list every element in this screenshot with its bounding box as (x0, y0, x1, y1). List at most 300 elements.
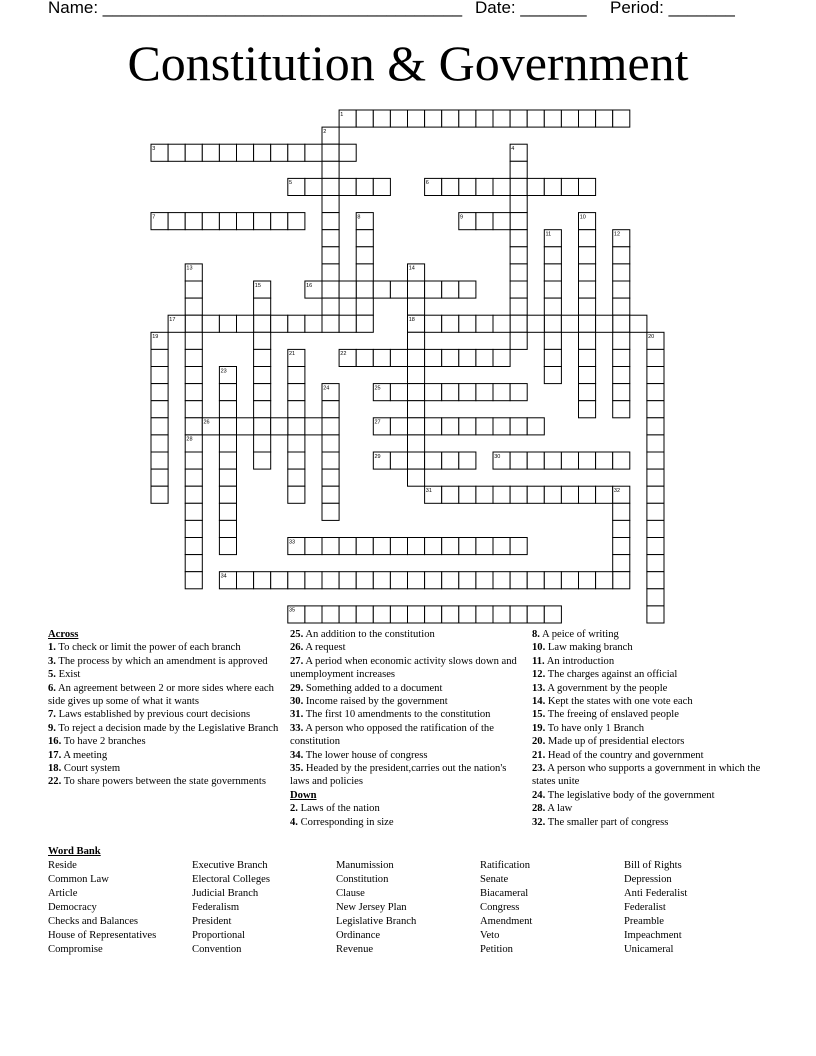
grid-cell[interactable] (356, 538, 373, 555)
grid-cell[interactable] (202, 315, 219, 332)
grid-cell[interactable] (442, 384, 459, 401)
grid-cell[interactable] (647, 503, 664, 520)
grid-cell[interactable] (613, 520, 630, 537)
grid-cell[interactable] (493, 384, 510, 401)
grid-cell[interactable] (647, 555, 664, 572)
grid-cell[interactable] (544, 572, 561, 589)
grid-cell[interactable] (356, 349, 373, 366)
grid-cell[interactable] (647, 589, 664, 606)
grid-cell[interactable] (493, 178, 510, 195)
grid-cell[interactable] (373, 110, 390, 127)
grid-cell[interactable] (579, 110, 596, 127)
grid-cell[interactable] (185, 469, 202, 486)
grid-cell[interactable] (442, 452, 459, 469)
grid-cell[interactable] (561, 110, 578, 127)
grid-cell[interactable] (219, 418, 236, 435)
grid-cell[interactable] (459, 452, 476, 469)
grid-cell[interactable] (561, 452, 578, 469)
grid-cell[interactable] (219, 486, 236, 503)
grid-cell[interactable] (322, 538, 339, 555)
grid-cell[interactable] (237, 315, 254, 332)
grid-cell[interactable] (613, 555, 630, 572)
grid-cell[interactable] (647, 520, 664, 537)
grid-cell[interactable] (493, 110, 510, 127)
grid-cell[interactable] (579, 264, 596, 281)
grid-cell[interactable] (459, 606, 476, 623)
grid-cell[interactable] (185, 384, 202, 401)
grid-cell[interactable] (544, 247, 561, 264)
grid-cell[interactable] (322, 247, 339, 264)
grid-cell[interactable] (510, 110, 527, 127)
grid-cell[interactable] (647, 538, 664, 555)
grid-cell[interactable] (390, 606, 407, 623)
grid-cell[interactable] (527, 178, 544, 195)
grid-cell[interactable] (561, 572, 578, 589)
grid-cell[interactable] (544, 367, 561, 384)
grid-cell[interactable] (237, 144, 254, 161)
grid-cell[interactable] (613, 264, 630, 281)
grid-cell[interactable] (373, 281, 390, 298)
grid-cell[interactable] (254, 298, 271, 315)
grid-cell[interactable] (322, 606, 339, 623)
grid-cell[interactable] (647, 418, 664, 435)
grid-cell[interactable] (613, 315, 630, 332)
grid-cell[interactable] (579, 349, 596, 366)
grid-cell[interactable] (254, 572, 271, 589)
grid-cell[interactable] (408, 469, 425, 486)
grid-cell[interactable] (613, 503, 630, 520)
grid-cell[interactable] (544, 264, 561, 281)
grid-cell[interactable] (510, 606, 527, 623)
grid-cell[interactable] (168, 144, 185, 161)
grid-cell[interactable] (305, 418, 322, 435)
grid-cell[interactable] (425, 315, 442, 332)
grid-cell[interactable] (510, 315, 527, 332)
grid-cell[interactable] (322, 401, 339, 418)
grid-cell[interactable] (271, 572, 288, 589)
grid-cell[interactable] (527, 572, 544, 589)
grid-cell[interactable] (510, 178, 527, 195)
grid-cell[interactable] (459, 572, 476, 589)
grid-cell[interactable] (390, 538, 407, 555)
grid-cell[interactable] (510, 452, 527, 469)
grid-cell[interactable] (630, 315, 647, 332)
grid-cell[interactable] (579, 247, 596, 264)
grid-cell[interactable] (151, 452, 168, 469)
grid-cell[interactable] (305, 606, 322, 623)
grid-cell[interactable] (544, 452, 561, 469)
name-field[interactable]: Name: ______________________________________ (48, 0, 463, 17)
grid-cell[interactable] (510, 161, 527, 178)
grid-cell[interactable] (493, 606, 510, 623)
grid-cell[interactable] (356, 178, 373, 195)
grid-cell[interactable] (613, 247, 630, 264)
grid-cell[interactable] (647, 349, 664, 366)
grid-cell[interactable] (185, 349, 202, 366)
grid-cell[interactable] (151, 384, 168, 401)
grid-cell[interactable] (459, 538, 476, 555)
grid-cell[interactable] (185, 538, 202, 555)
grid-cell[interactable] (254, 418, 271, 435)
date-field[interactable]: Date: _______ (475, 0, 587, 17)
grid-cell[interactable] (288, 144, 305, 161)
grid-cell[interactable] (579, 367, 596, 384)
grid-cell[interactable] (442, 486, 459, 503)
grid-cell[interactable] (544, 315, 561, 332)
grid-cell[interactable] (596, 315, 613, 332)
grid-cell[interactable] (442, 572, 459, 589)
grid-cell[interactable] (561, 486, 578, 503)
grid-cell[interactable] (322, 503, 339, 520)
grid-cell[interactable] (493, 349, 510, 366)
grid-cell[interactable] (510, 332, 527, 349)
grid-cell[interactable] (185, 572, 202, 589)
grid-cell[interactable] (596, 452, 613, 469)
grid-cell[interactable] (425, 281, 442, 298)
grid-cell[interactable] (373, 178, 390, 195)
grid-cell[interactable] (493, 418, 510, 435)
grid-cell[interactable] (579, 298, 596, 315)
grid-cell[interactable] (459, 178, 476, 195)
grid-cell[interactable] (442, 418, 459, 435)
grid-cell[interactable] (202, 213, 219, 230)
grid-cell[interactable] (425, 418, 442, 435)
grid-cell[interactable] (613, 110, 630, 127)
grid-cell[interactable] (373, 538, 390, 555)
grid-cell[interactable] (425, 349, 442, 366)
grid-cell[interactable] (408, 435, 425, 452)
grid-cell[interactable] (185, 144, 202, 161)
grid-cell[interactable] (151, 367, 168, 384)
grid-cell[interactable] (579, 401, 596, 418)
grid-cell[interactable] (510, 384, 527, 401)
grid-cell[interactable] (510, 213, 527, 230)
grid-cell[interactable] (544, 298, 561, 315)
grid-cell[interactable] (408, 401, 425, 418)
grid-cell[interactable] (254, 452, 271, 469)
grid-cell[interactable] (425, 452, 442, 469)
grid-cell[interactable] (339, 572, 356, 589)
grid-cell[interactable] (219, 435, 236, 452)
grid-cell[interactable] (237, 572, 254, 589)
grid-cell[interactable] (647, 452, 664, 469)
grid-cell[interactable] (254, 401, 271, 418)
grid-cell[interactable] (219, 469, 236, 486)
grid-cell[interactable] (219, 144, 236, 161)
grid-cell[interactable] (442, 349, 459, 366)
grid-cell[interactable] (185, 418, 202, 435)
grid-cell[interactable] (425, 572, 442, 589)
grid-cell[interactable] (288, 213, 305, 230)
grid-cell[interactable] (647, 435, 664, 452)
grid-cell[interactable] (288, 469, 305, 486)
grid-cell[interactable] (271, 315, 288, 332)
grid-cell[interactable] (459, 486, 476, 503)
grid-cell[interactable] (322, 230, 339, 247)
grid-cell[interactable] (288, 384, 305, 401)
grid-cell[interactable] (356, 247, 373, 264)
grid-cell[interactable] (408, 384, 425, 401)
grid-cell[interactable] (356, 572, 373, 589)
grid-cell[interactable] (544, 332, 561, 349)
grid-cell[interactable] (613, 384, 630, 401)
grid-cell[interactable] (271, 144, 288, 161)
grid-cell[interactable] (510, 281, 527, 298)
grid-cell[interactable] (510, 572, 527, 589)
grid-cell[interactable] (219, 401, 236, 418)
grid-cell[interactable] (339, 178, 356, 195)
grid-cell[interactable] (339, 315, 356, 332)
grid-cell[interactable] (322, 469, 339, 486)
grid-cell[interactable] (510, 418, 527, 435)
grid-cell[interactable] (561, 315, 578, 332)
grid-cell[interactable] (408, 606, 425, 623)
grid-cell[interactable] (493, 213, 510, 230)
grid-cell[interactable] (476, 213, 493, 230)
grid-cell[interactable] (322, 281, 339, 298)
grid-cell[interactable] (305, 178, 322, 195)
grid-cell[interactable] (408, 538, 425, 555)
grid-cell[interactable] (459, 418, 476, 435)
grid-cell[interactable] (510, 247, 527, 264)
grid-cell[interactable] (527, 452, 544, 469)
grid-cell[interactable] (339, 538, 356, 555)
grid-cell[interactable] (356, 110, 373, 127)
grid-cell[interactable] (408, 572, 425, 589)
grid-cell[interactable] (476, 178, 493, 195)
grid-cell[interactable] (647, 401, 664, 418)
grid-cell[interactable] (613, 349, 630, 366)
grid-cell[interactable] (613, 572, 630, 589)
grid-cell[interactable] (476, 606, 493, 623)
grid-cell[interactable] (613, 367, 630, 384)
grid-cell[interactable] (202, 144, 219, 161)
grid-cell[interactable] (579, 332, 596, 349)
grid-cell[interactable] (493, 315, 510, 332)
grid-cell[interactable] (373, 349, 390, 366)
grid-cell[interactable] (613, 401, 630, 418)
grid-cell[interactable] (442, 178, 459, 195)
grid-cell[interactable] (185, 503, 202, 520)
grid-cell[interactable] (254, 349, 271, 366)
grid-cell[interactable] (647, 469, 664, 486)
grid-cell[interactable] (579, 178, 596, 195)
grid-cell[interactable] (322, 161, 339, 178)
grid-cell[interactable] (390, 572, 407, 589)
grid-cell[interactable] (288, 315, 305, 332)
grid-cell[interactable] (185, 298, 202, 315)
grid-cell[interactable] (373, 572, 390, 589)
grid-cell[interactable] (185, 281, 202, 298)
grid-cell[interactable] (613, 332, 630, 349)
grid-cell[interactable] (408, 298, 425, 315)
grid-cell[interactable] (544, 178, 561, 195)
grid-cell[interactable] (322, 144, 339, 161)
grid-cell[interactable] (476, 538, 493, 555)
grid-cell[interactable] (579, 452, 596, 469)
grid-cell[interactable] (322, 486, 339, 503)
grid-cell[interactable] (425, 384, 442, 401)
grid-cell[interactable] (254, 213, 271, 230)
grid-cell[interactable] (151, 486, 168, 503)
grid-cell[interactable] (579, 572, 596, 589)
grid-cell[interactable] (510, 264, 527, 281)
grid-cell[interactable] (510, 230, 527, 247)
grid-cell[interactable] (493, 538, 510, 555)
grid-cell[interactable] (356, 315, 373, 332)
grid-cell[interactable] (185, 315, 202, 332)
grid-cell[interactable] (254, 384, 271, 401)
grid-cell[interactable] (254, 332, 271, 349)
grid-cell[interactable] (185, 332, 202, 349)
grid-cell[interactable] (185, 213, 202, 230)
grid-cell[interactable] (510, 486, 527, 503)
grid-cell[interactable] (579, 230, 596, 247)
grid-cell[interactable] (476, 110, 493, 127)
grid-cell[interactable] (305, 538, 322, 555)
grid-cell[interactable] (237, 213, 254, 230)
grid-cell[interactable] (544, 281, 561, 298)
grid-cell[interactable] (596, 486, 613, 503)
grid-cell[interactable] (408, 281, 425, 298)
grid-cell[interactable] (254, 144, 271, 161)
grid-cell[interactable] (254, 315, 271, 332)
grid-cell[interactable] (442, 538, 459, 555)
grid-cell[interactable] (390, 110, 407, 127)
grid-cell[interactable] (544, 486, 561, 503)
grid-cell[interactable] (408, 418, 425, 435)
grid-cell[interactable] (527, 606, 544, 623)
grid-cell[interactable] (613, 281, 630, 298)
grid-cell[interactable] (442, 315, 459, 332)
grid-cell[interactable] (493, 486, 510, 503)
grid-cell[interactable] (288, 435, 305, 452)
grid-cell[interactable] (579, 315, 596, 332)
grid-cell[interactable] (356, 606, 373, 623)
grid-cell[interactable] (339, 144, 356, 161)
grid-cell[interactable] (425, 110, 442, 127)
grid-cell[interactable] (476, 486, 493, 503)
grid-cell[interactable] (459, 110, 476, 127)
grid-cell[interactable] (219, 520, 236, 537)
grid-cell[interactable] (339, 281, 356, 298)
grid-cell[interactable] (219, 538, 236, 555)
grid-cell[interactable] (322, 572, 339, 589)
grid-cell[interactable] (527, 110, 544, 127)
grid-cell[interactable] (254, 435, 271, 452)
grid-cell[interactable] (305, 144, 322, 161)
grid-cell[interactable] (527, 418, 544, 435)
grid-cell[interactable] (544, 349, 561, 366)
grid-cell[interactable] (185, 520, 202, 537)
grid-cell[interactable] (390, 281, 407, 298)
grid-cell[interactable] (373, 606, 390, 623)
grid-cell[interactable] (288, 572, 305, 589)
grid-cell[interactable] (322, 178, 339, 195)
grid-cell[interactable] (219, 503, 236, 520)
grid-cell[interactable] (408, 332, 425, 349)
grid-cell[interactable] (322, 213, 339, 230)
grid-cell[interactable] (647, 486, 664, 503)
grid-cell[interactable] (408, 452, 425, 469)
grid-cell[interactable] (510, 298, 527, 315)
grid-cell[interactable] (151, 349, 168, 366)
grid-cell[interactable] (322, 196, 339, 213)
grid-cell[interactable] (151, 418, 168, 435)
grid-cell[interactable] (459, 384, 476, 401)
grid-cell[interactable] (596, 110, 613, 127)
grid-cell[interactable] (579, 281, 596, 298)
grid-cell[interactable] (476, 418, 493, 435)
grid-cell[interactable] (647, 572, 664, 589)
grid-cell[interactable] (237, 418, 254, 435)
grid-cell[interactable] (271, 213, 288, 230)
grid-cell[interactable] (510, 196, 527, 213)
grid-cell[interactable] (613, 452, 630, 469)
grid-cell[interactable] (544, 606, 561, 623)
grid-cell[interactable] (442, 281, 459, 298)
grid-cell[interactable] (390, 418, 407, 435)
grid-cell[interactable] (390, 452, 407, 469)
grid-cell[interactable] (288, 401, 305, 418)
grid-cell[interactable] (322, 315, 339, 332)
grid-cell[interactable] (339, 606, 356, 623)
grid-cell[interactable] (356, 264, 373, 281)
grid-cell[interactable] (305, 315, 322, 332)
grid-cell[interactable] (459, 349, 476, 366)
grid-cell[interactable] (527, 315, 544, 332)
grid-cell[interactable] (185, 486, 202, 503)
grid-cell[interactable] (476, 572, 493, 589)
grid-cell[interactable] (219, 213, 236, 230)
grid-cell[interactable] (425, 606, 442, 623)
grid-cell[interactable] (613, 298, 630, 315)
grid-cell[interactable] (322, 452, 339, 469)
grid-cell[interactable] (442, 606, 459, 623)
grid-cell[interactable] (390, 384, 407, 401)
grid-cell[interactable] (613, 538, 630, 555)
grid-cell[interactable] (356, 230, 373, 247)
grid-cell[interactable] (596, 572, 613, 589)
grid-cell[interactable] (356, 281, 373, 298)
grid-cell[interactable] (288, 367, 305, 384)
grid-cell[interactable] (425, 538, 442, 555)
grid-cell[interactable] (493, 572, 510, 589)
grid-cell[interactable] (459, 281, 476, 298)
grid-cell[interactable] (288, 418, 305, 435)
grid-cell[interactable] (219, 315, 236, 332)
grid-cell[interactable] (271, 418, 288, 435)
grid-cell[interactable] (254, 367, 271, 384)
grid-cell[interactable] (647, 384, 664, 401)
grid-cell[interactable] (476, 349, 493, 366)
grid-cell[interactable] (305, 572, 322, 589)
grid-cell[interactable] (561, 178, 578, 195)
grid-cell[interactable] (510, 538, 527, 555)
grid-cell[interactable] (151, 469, 168, 486)
grid-cell[interactable] (408, 367, 425, 384)
grid-cell[interactable] (459, 315, 476, 332)
period-field[interactable]: Period: _______ (610, 0, 735, 17)
grid-cell[interactable] (476, 315, 493, 332)
grid-cell[interactable] (544, 110, 561, 127)
grid-cell[interactable] (408, 349, 425, 366)
grid-cell[interactable] (442, 110, 459, 127)
grid-cell[interactable] (322, 298, 339, 315)
grid-cell[interactable] (219, 384, 236, 401)
grid-cell[interactable] (185, 555, 202, 572)
grid-cell[interactable] (647, 367, 664, 384)
